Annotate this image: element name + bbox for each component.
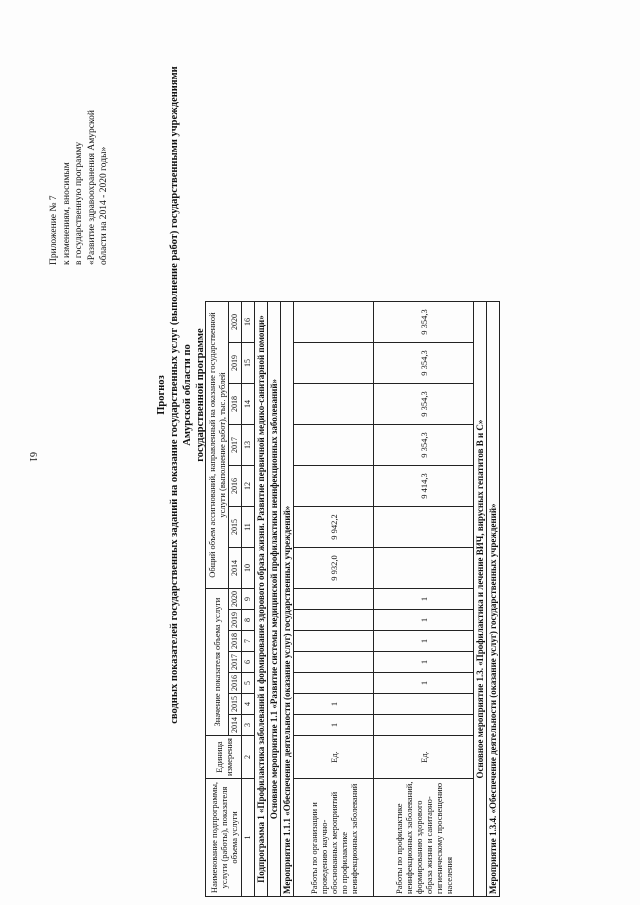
cost-cell: 9 942,2	[294, 507, 374, 548]
cost-cell	[374, 548, 474, 589]
column-number: 14	[242, 384, 255, 425]
table-row	[374, 302, 474, 897]
column-number: 8	[242, 610, 255, 631]
cost-cell	[294, 466, 374, 507]
annex-line: к изменениям, вносимым	[61, 162, 72, 265]
cost-cell	[294, 425, 374, 466]
year-cell: 2017	[229, 652, 242, 673]
column-number: 11	[242, 507, 255, 548]
title-line: Прогноз	[156, 375, 167, 415]
year-cell: 2020	[229, 302, 242, 343]
main-event-heading: Основное мероприятие 1.3. «Профилактика и лечение ВИЧ, вирусных гепатитов В и С»	[474, 302, 487, 897]
indicator-cell: 1	[294, 715, 374, 736]
cost-cell	[374, 507, 474, 548]
header-name: Наименование подпрограммы, услуги (работы), показателя объема услуги	[206, 779, 242, 897]
header-unit: Единица измерения	[206, 736, 242, 779]
main-event-heading: Основное мероприятие 1.1 «Развитие системы медицинской профилактики неинфекционных заболеваний»	[268, 302, 281, 897]
indicator-cell: 1	[374, 589, 474, 610]
header-indicator-group: Значение показателя объема услуги	[206, 589, 229, 736]
cost-cell: 9 354,3	[374, 425, 474, 466]
indicator-cell: 1	[374, 610, 474, 631]
indicator-cell	[374, 694, 474, 715]
column-number: 1	[242, 779, 255, 897]
service-name: Работы по профилактике неинфекционных заболеваний, формированию здорового образа жизни и санитарно-гигиеническому просвещению населения	[374, 779, 474, 897]
year-cell: 2017	[229, 425, 242, 466]
indicator-cell	[294, 631, 374, 652]
document-title	[155, 45, 207, 745]
section-row	[268, 302, 281, 897]
header-cost-group: Общий объем ассигнований, направленный на оказание государственной услуги (выполнение работ), тыс. рублей	[206, 302, 229, 589]
section-row	[255, 302, 268, 897]
year-cell: 2015	[229, 694, 242, 715]
subprogram-heading: Подпрограмма 1 «Профилактика заболеваний и формирование здорового образа жизни. Развитие первичной медико-санитарной помощи»	[255, 302, 268, 897]
indicator-cell	[294, 610, 374, 631]
page-number: 61	[27, 452, 38, 462]
indicator-cell: 1	[374, 673, 474, 694]
cost-cell: 9 354,3	[374, 384, 474, 425]
column-number: 16	[242, 302, 255, 343]
column-number: 5	[242, 673, 255, 694]
year-cell: 2020	[229, 589, 242, 610]
header-row	[206, 302, 229, 897]
annex-line: Приложение № 7	[49, 195, 59, 265]
section-row	[281, 302, 294, 897]
year-cell: 2019	[229, 610, 242, 631]
unit-cell: Ед.	[294, 736, 374, 779]
column-number: 15	[242, 343, 255, 384]
column-number: 2	[242, 736, 255, 779]
indicator-cell: 1	[294, 694, 374, 715]
cost-cell	[294, 384, 374, 425]
annex-line: области на 2014 - 2020 годы»	[99, 146, 109, 265]
unit-cell: Ед.	[374, 736, 474, 779]
year-cell: 2015	[229, 507, 242, 548]
column-number: 13	[242, 425, 255, 466]
section-row	[474, 302, 487, 897]
event-heading: Мероприятие 1.3.4. «Обеспечение деятельности (оказание услуг) государственных учреждений»	[487, 302, 500, 897]
annex-block	[48, 65, 111, 265]
column-numbers-row	[242, 302, 255, 897]
column-number: 9	[242, 589, 255, 610]
title-line: государственной программе	[195, 328, 206, 462]
section-row	[487, 302, 500, 897]
annex-line: «Развитие здравоохранения Амурской	[86, 110, 97, 265]
table-row	[294, 302, 374, 897]
column-number: 4	[242, 694, 255, 715]
column-number: 6	[242, 652, 255, 673]
year-cell: 2016	[229, 673, 242, 694]
forecast-table	[205, 301, 500, 897]
title-line: сводных показателей государственных заданий на оказание государственных услуг (выполнение работ) государственными учреждениями Амурской области по	[169, 66, 193, 724]
cost-cell	[294, 302, 374, 343]
indicator-cell: 1	[374, 631, 474, 652]
year-cell: 2019	[229, 343, 242, 384]
cost-cell: 9 354,3	[374, 343, 474, 384]
year-cell: 2014	[229, 715, 242, 736]
cost-cell: 9 354,3	[374, 302, 474, 343]
column-number: 10	[242, 548, 255, 589]
column-number: 12	[242, 466, 255, 507]
cost-cell	[294, 343, 374, 384]
indicator-cell	[294, 652, 374, 673]
annex-line: в государственную программу	[74, 141, 84, 265]
indicator-cell	[294, 589, 374, 610]
indicator-cell: 1	[374, 652, 474, 673]
column-number: 3	[242, 715, 255, 736]
column-number: 7	[242, 631, 255, 652]
year-cell: 2018	[229, 631, 242, 652]
cost-cell: 9 414,3	[374, 466, 474, 507]
service-name: Работы по организации и проведению научно-обоснованных мероприятий по профилактике неинфекционных заболеваний	[294, 779, 374, 897]
cost-cell: 9 932,0	[294, 548, 374, 589]
year-cell: 2016	[229, 466, 242, 507]
indicator-cell	[374, 715, 474, 736]
year-cell: 2018	[229, 384, 242, 425]
event-heading: Мероприятие 1.1.1 «Обеспечение деятельности (оказание услуг) государственных учреждений»	[281, 302, 294, 897]
indicator-cell	[294, 673, 374, 694]
year-cell: 2014	[229, 548, 242, 589]
